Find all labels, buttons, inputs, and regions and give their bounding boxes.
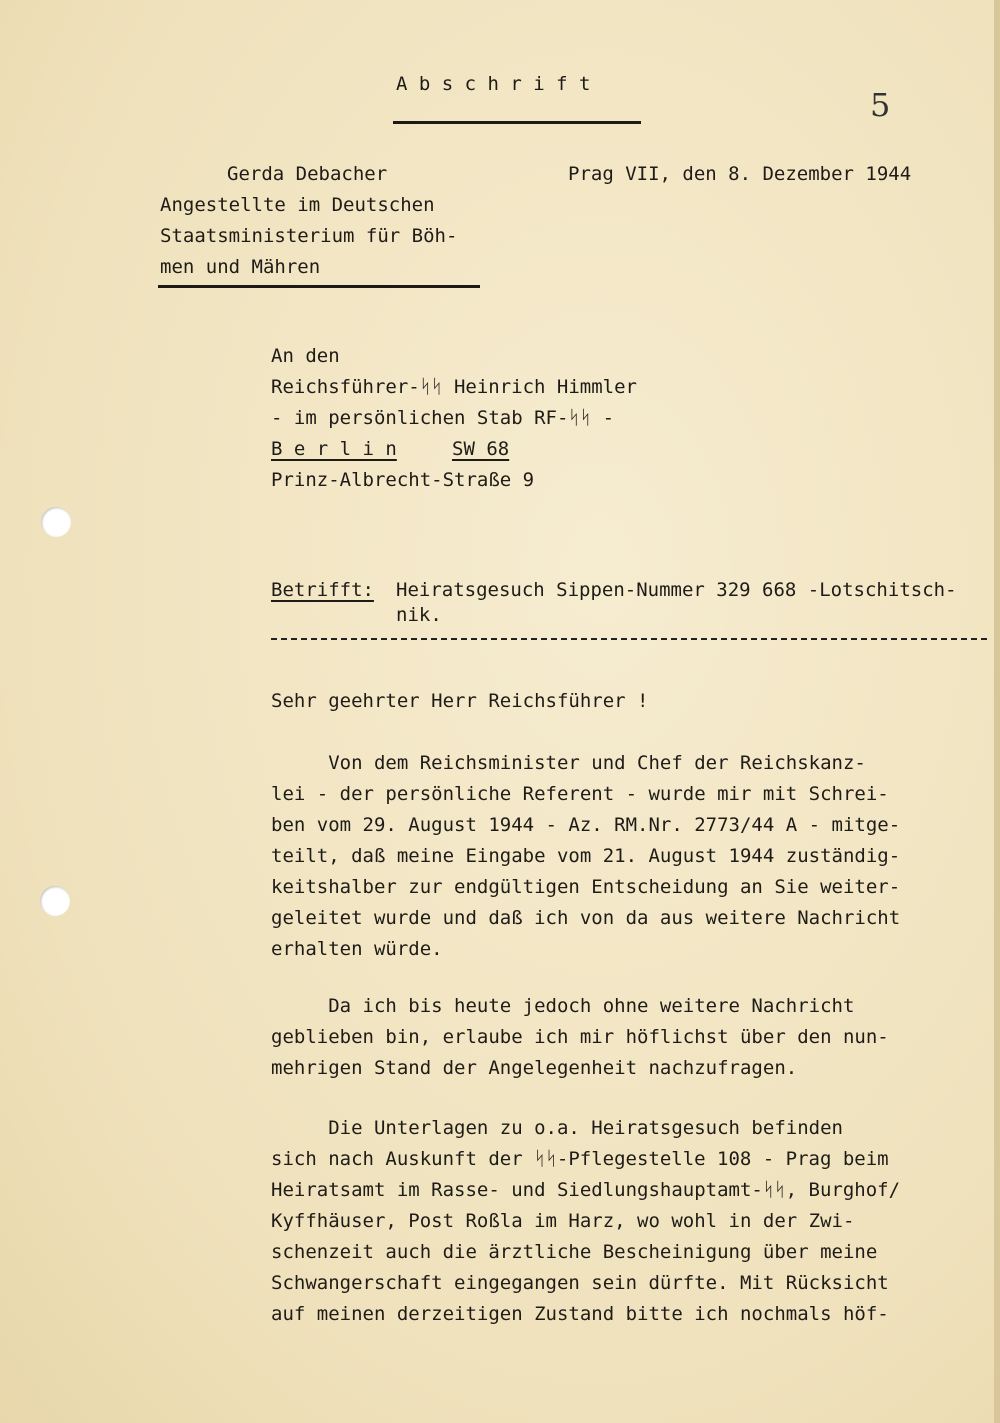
body-p1-line-3: ben vom 29. August 1944 - Az. RM.Nr. 2773/44 A - mitge-	[271, 814, 901, 836]
recipient-district: SW 68	[452, 438, 510, 460]
body-p1-line-7: erhalten würde.	[271, 938, 443, 960]
subject-divider	[271, 638, 987, 640]
title-underline	[393, 121, 641, 124]
sender-line-2: Angestellte im Deutschen	[160, 194, 435, 216]
body-p1-line-2: lei - der persönliche Referent - wurde mir mit Schrei-	[271, 783, 889, 805]
body-p1-line-6: geleitet wurde und daß ich von da aus weitere Nachricht	[271, 907, 901, 929]
body-p1-line-1: Von dem Reichsminister und Chef der Reichskanz-	[271, 752, 866, 774]
body-p3-line-7: auf meinen derzeitigen Zustand bitte ich nochmals höf-	[271, 1303, 889, 1325]
document-title: A b s c h r i f t	[396, 73, 591, 95]
recipient-line-1: An den	[271, 345, 340, 367]
body-p3-line-4: Kyffhäuser, Post Roßla im Harz, wo wohl in der Zwi-	[271, 1210, 855, 1232]
sender-name: Gerda Debacher	[227, 163, 388, 185]
recipient-line-3: - im persönlichen Stab RF-ᛋᛋ -	[271, 407, 615, 429]
body-p3-line-2: sich nach Auskunft der ᛋᛋ-Pflegestelle 108 - Prag beim	[271, 1148, 889, 1170]
recipient-street: Prinz-Albrecht-Straße 9	[271, 469, 535, 491]
page-number: 5	[870, 86, 891, 124]
body-p3-line-6: Schwangerschaft eingegangen sein dürfte. Mit Rücksicht	[271, 1272, 889, 1294]
body-p3-line-3: Heiratsamt im Rasse- und Siedlungshauptamt-ᛋᛋ, Burghof/	[271, 1179, 901, 1201]
body-p3-line-1: Die Unterlagen zu o.a. Heiratsgesuch befinden	[271, 1117, 843, 1139]
punch-hole-bottom	[40, 886, 70, 916]
punch-hole-top	[41, 507, 71, 537]
body-p1-line-4: teilt, daß meine Eingabe vom 21. August 1944 zuständig-	[271, 845, 901, 867]
body-p2-line-2: geblieben bin, erlaube ich mir höflichst über den nun-	[271, 1026, 889, 1048]
body-p2-line-1: Da ich bis heute jedoch ohne weitere Nachricht	[271, 995, 855, 1017]
subject-line-2: nik.	[396, 604, 442, 626]
recipient-line-2: Reichsführer-ᛋᛋ Heinrich Himmler	[271, 376, 637, 398]
recipient-city: B e r l i n	[271, 438, 397, 460]
subject-label: Betrifft:	[271, 579, 374, 601]
salutation: Sehr geehrter Herr Reichsführer !	[271, 690, 649, 712]
body-p1-line-5: keitshalber zur endgültigen Entscheidung an Sie weiter-	[271, 876, 901, 898]
sender-line-3: Staatsministerium für Böh-	[160, 225, 458, 247]
paper-edge	[994, 0, 1000, 1423]
sender-underline	[158, 285, 480, 288]
body-p3-line-5: schenzeit auch die ärztliche Bescheinigung über meine	[271, 1241, 878, 1263]
body-p2-line-3: mehrigen Stand der Angelegenheit nachzufragen.	[271, 1057, 798, 1079]
subject-line-1: Heiratsgesuch Sippen-Nummer 329 668 -Lotschitsch-	[396, 579, 957, 601]
sender-line-4: men und Mähren	[160, 256, 321, 278]
date-line: Prag VII, den 8. Dezember 1944	[568, 163, 912, 185]
